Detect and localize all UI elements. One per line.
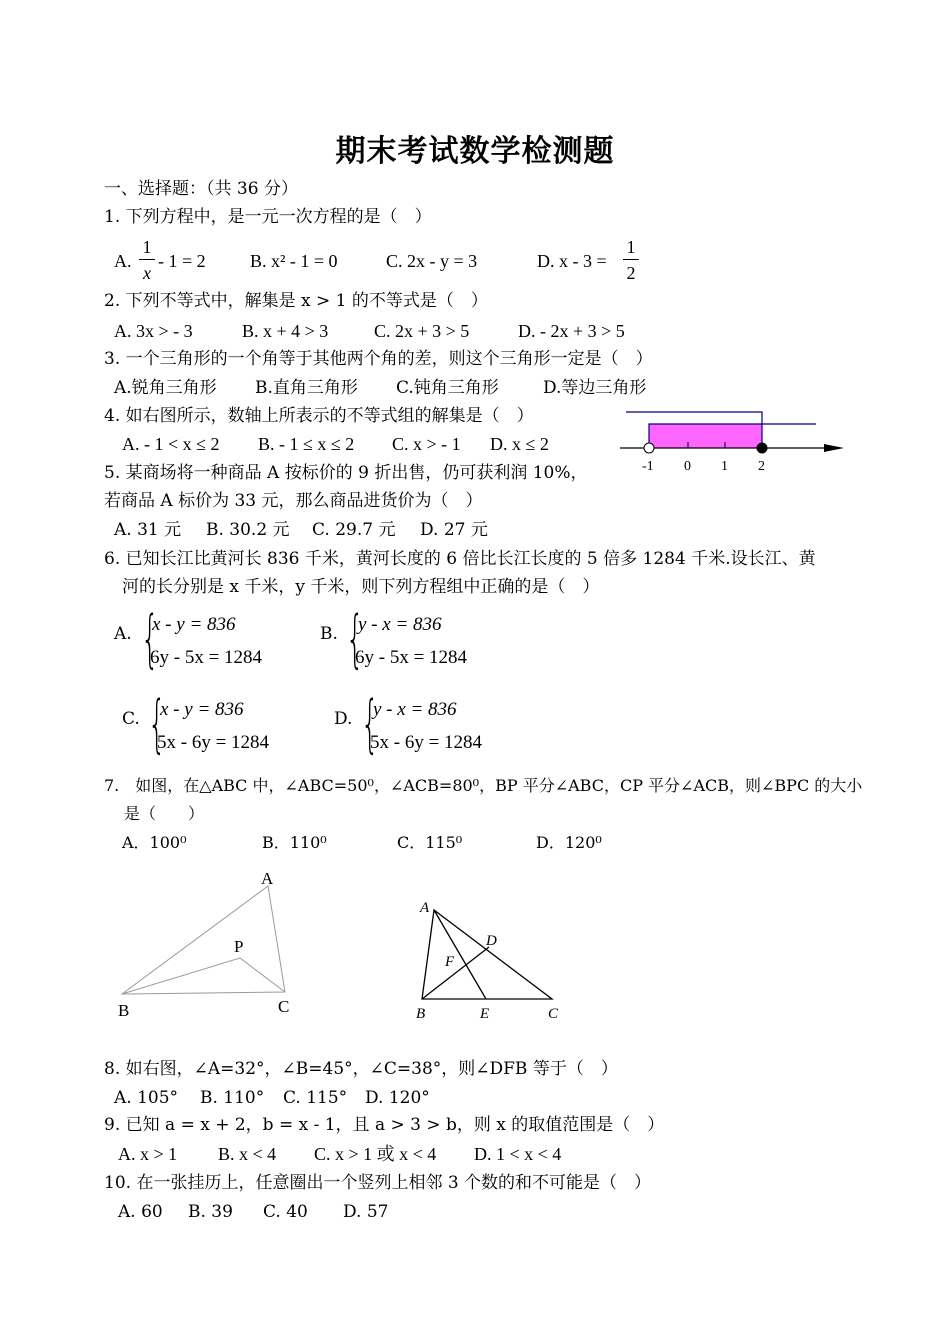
q6-line2: 河的长分别是 x 千米，y 千米，则下列方程组中正确的是（ ）: [122, 577, 600, 597]
q10-option-d: D. 57: [343, 1202, 389, 1222]
q1-option-c: C. 2x - y = 3: [386, 251, 478, 271]
q5-option-d: D. 27 元: [420, 520, 488, 540]
closed-endpoint: [757, 443, 768, 454]
q8-option-a: A. 105°: [114, 1088, 179, 1108]
q8-option-b: B. 110°: [200, 1088, 265, 1108]
page-title: 期末考试数学检测题: [335, 134, 615, 169]
q6-option-c-eq2: 5x - 6y = 1284: [157, 732, 270, 753]
q1-option-a-rest: - 1 = 2: [158, 251, 206, 271]
q4-stem: 4. 如右图所示，数轴上所表示的不等式组的解集是（ ）: [104, 406, 534, 426]
point-label: P: [234, 937, 244, 956]
q3-stem: 3. 一个三角形的一个角等于其他两个角的差，则这个三角形一定是（ ）: [104, 349, 653, 369]
q1-option-a-denominator: x: [143, 263, 151, 283]
vertex-label: B: [118, 1001, 130, 1020]
q8-option-d: D. 120°: [365, 1088, 430, 1108]
q9-option-d: D. 1 < x < 4: [474, 1144, 562, 1164]
axis-label: 0: [684, 459, 691, 474]
q6-option-a-label: A.: [114, 624, 132, 644]
q6-option-b-eq2: 6y - 5x = 1284: [355, 647, 468, 668]
left-brace: {: [361, 687, 379, 760]
point-label: E: [480, 1006, 490, 1022]
left-brace: {: [148, 687, 166, 760]
segment-ae: [434, 910, 486, 999]
q8-stem: 8. 如右图，∠A=32°，∠B=45°，∠C=38°，则∠DFB 等于（ ）: [104, 1059, 618, 1079]
q10-option-c: C. 40: [263, 1202, 308, 1222]
q6-option-b-eq1: y - x = 836: [358, 614, 442, 635]
point-label: F: [445, 954, 455, 970]
q4-option-b: B. - 1 ≤ x ≤ 2: [258, 434, 355, 454]
q6-option-b-label: B.: [320, 624, 338, 644]
q1-option-a-numerator: 1: [142, 237, 152, 257]
q6-option-c-eq1: x - y = 836: [160, 699, 244, 720]
triangle-abc-figure: [110, 862, 310, 1022]
q1-option-d-numerator: 1: [626, 237, 636, 257]
q1-stem: 1. 下列方程中，是一元一次方程的是（ ）: [104, 207, 432, 227]
q10-option-b: B. 39: [188, 1202, 233, 1222]
q7-option-a: A．100⁰: [122, 833, 187, 852]
q9-stem: 9. 已知 a = x + 2，b = x - 1，且 a > 3 > b，则 x 的取值范围是（ ）: [104, 1115, 665, 1135]
q2-option-c: C. 2x + 3 > 5: [374, 321, 470, 341]
q4-option-c: C. x > - 1: [392, 434, 461, 454]
axis-arrow: [824, 444, 844, 452]
q3-option-c: C.钝角三角形: [396, 378, 499, 398]
triangle-def-figure: [410, 892, 580, 1027]
point-label: B: [416, 1006, 426, 1022]
q2-option-d: D. - 2x + 3 > 5: [518, 321, 625, 341]
q6-option-c-label: C.: [122, 709, 140, 729]
q7-option-b: B．110⁰: [262, 833, 327, 852]
fraction-bar: [623, 259, 639, 260]
left-brace: {: [141, 602, 159, 675]
q8-option-c: C. 115°: [283, 1088, 348, 1108]
fraction-bar: [139, 259, 155, 260]
axis-label: -1: [642, 459, 654, 474]
q10-option-a: A. 60: [118, 1202, 163, 1222]
q1-option-d-label: D. x - 3 =: [537, 251, 607, 271]
q5-line2: 若商品 A 标价为 33 元，那么商品进货价为（ ）: [104, 491, 483, 511]
q5-line1: 5. 某商场将一种商品 A 按标价的 9 折出售，仍可获利润 10%，: [104, 463, 588, 483]
q4-option-a: A. - 1 < x ≤ 2: [122, 434, 220, 454]
segment-bd: [422, 947, 489, 999]
q5-option-c: C. 29.7 元: [312, 520, 396, 540]
q3-option-b: B.直角三角形: [255, 378, 358, 398]
q1-option-b: B. x² - 1 = 0: [250, 251, 338, 271]
q9-option-b: B. x < 4: [218, 1144, 277, 1164]
q2-option-b: B. x + 4 > 3: [242, 321, 329, 341]
q6-line1: 6. 已知长江比黄河长 836 千米，黄河长度的 6 倍比长江长度的 5 倍多 1284 千米.设长江、黄: [104, 549, 816, 569]
q1-option-a-label: A.: [114, 251, 132, 271]
q4-option-d: D. x ≤ 2: [490, 434, 549, 454]
q2-stem: 2. 下列不等式中，解集是 x > 1 的不等式是（ ）: [104, 291, 488, 311]
q6-option-a-eq1: x - y = 836: [152, 614, 236, 635]
q6-option-a-eq2: 6y - 5x = 1284: [150, 647, 263, 668]
q7-option-c: C．115⁰: [397, 833, 463, 852]
axis-label: 2: [758, 459, 765, 474]
q3-option-d: D.等边三角形: [543, 378, 647, 398]
point-label: C: [548, 1006, 559, 1022]
axis-label: 1: [721, 459, 728, 474]
q6-option-d-label: D.: [334, 709, 353, 729]
q7-option-d: D．120⁰: [536, 833, 602, 852]
triangle-abc: [122, 886, 285, 994]
point-label: A: [420, 900, 430, 916]
q5-option-b: B. 30.2 元: [206, 520, 290, 540]
solution-region: [649, 424, 762, 448]
q6-option-d-eq2: 5x - 6y = 1284: [370, 732, 483, 753]
q10-stem: 10. 在一张挂历上，任意圈出一个竖列上相邻 3 个数的和不可能是（ ）: [104, 1173, 652, 1193]
vertex-label: A: [261, 869, 274, 888]
q9-option-a: A. x > 1: [118, 1144, 178, 1164]
point-label: D: [486, 933, 497, 949]
q7-line2: 是（ ）: [124, 804, 205, 823]
left-brace: {: [346, 602, 364, 675]
q3-option-a: A.锐角三角形: [114, 378, 217, 398]
open-endpoint: [644, 443, 654, 453]
number-line-figure: [610, 400, 860, 480]
q5-option-a: A. 31 元: [114, 520, 182, 540]
section-heading: 一、选择题：（共 36 分）: [104, 179, 298, 199]
vertex-label: C: [278, 997, 290, 1016]
q7-line1: 7. 如图，在△ABC 中，∠ABC=50⁰，∠ACB=80⁰，BP 平分∠ABC，CP 平分∠ACB，则∠BPC 的大小: [104, 776, 863, 795]
q1-option-d-denominator: 2: [626, 263, 636, 283]
q6-option-d-eq1: y - x = 836: [373, 699, 457, 720]
q9-option-c: C. x > 1 或 x < 4: [314, 1144, 437, 1164]
q2-option-a: A. 3x > - 3: [114, 321, 193, 341]
